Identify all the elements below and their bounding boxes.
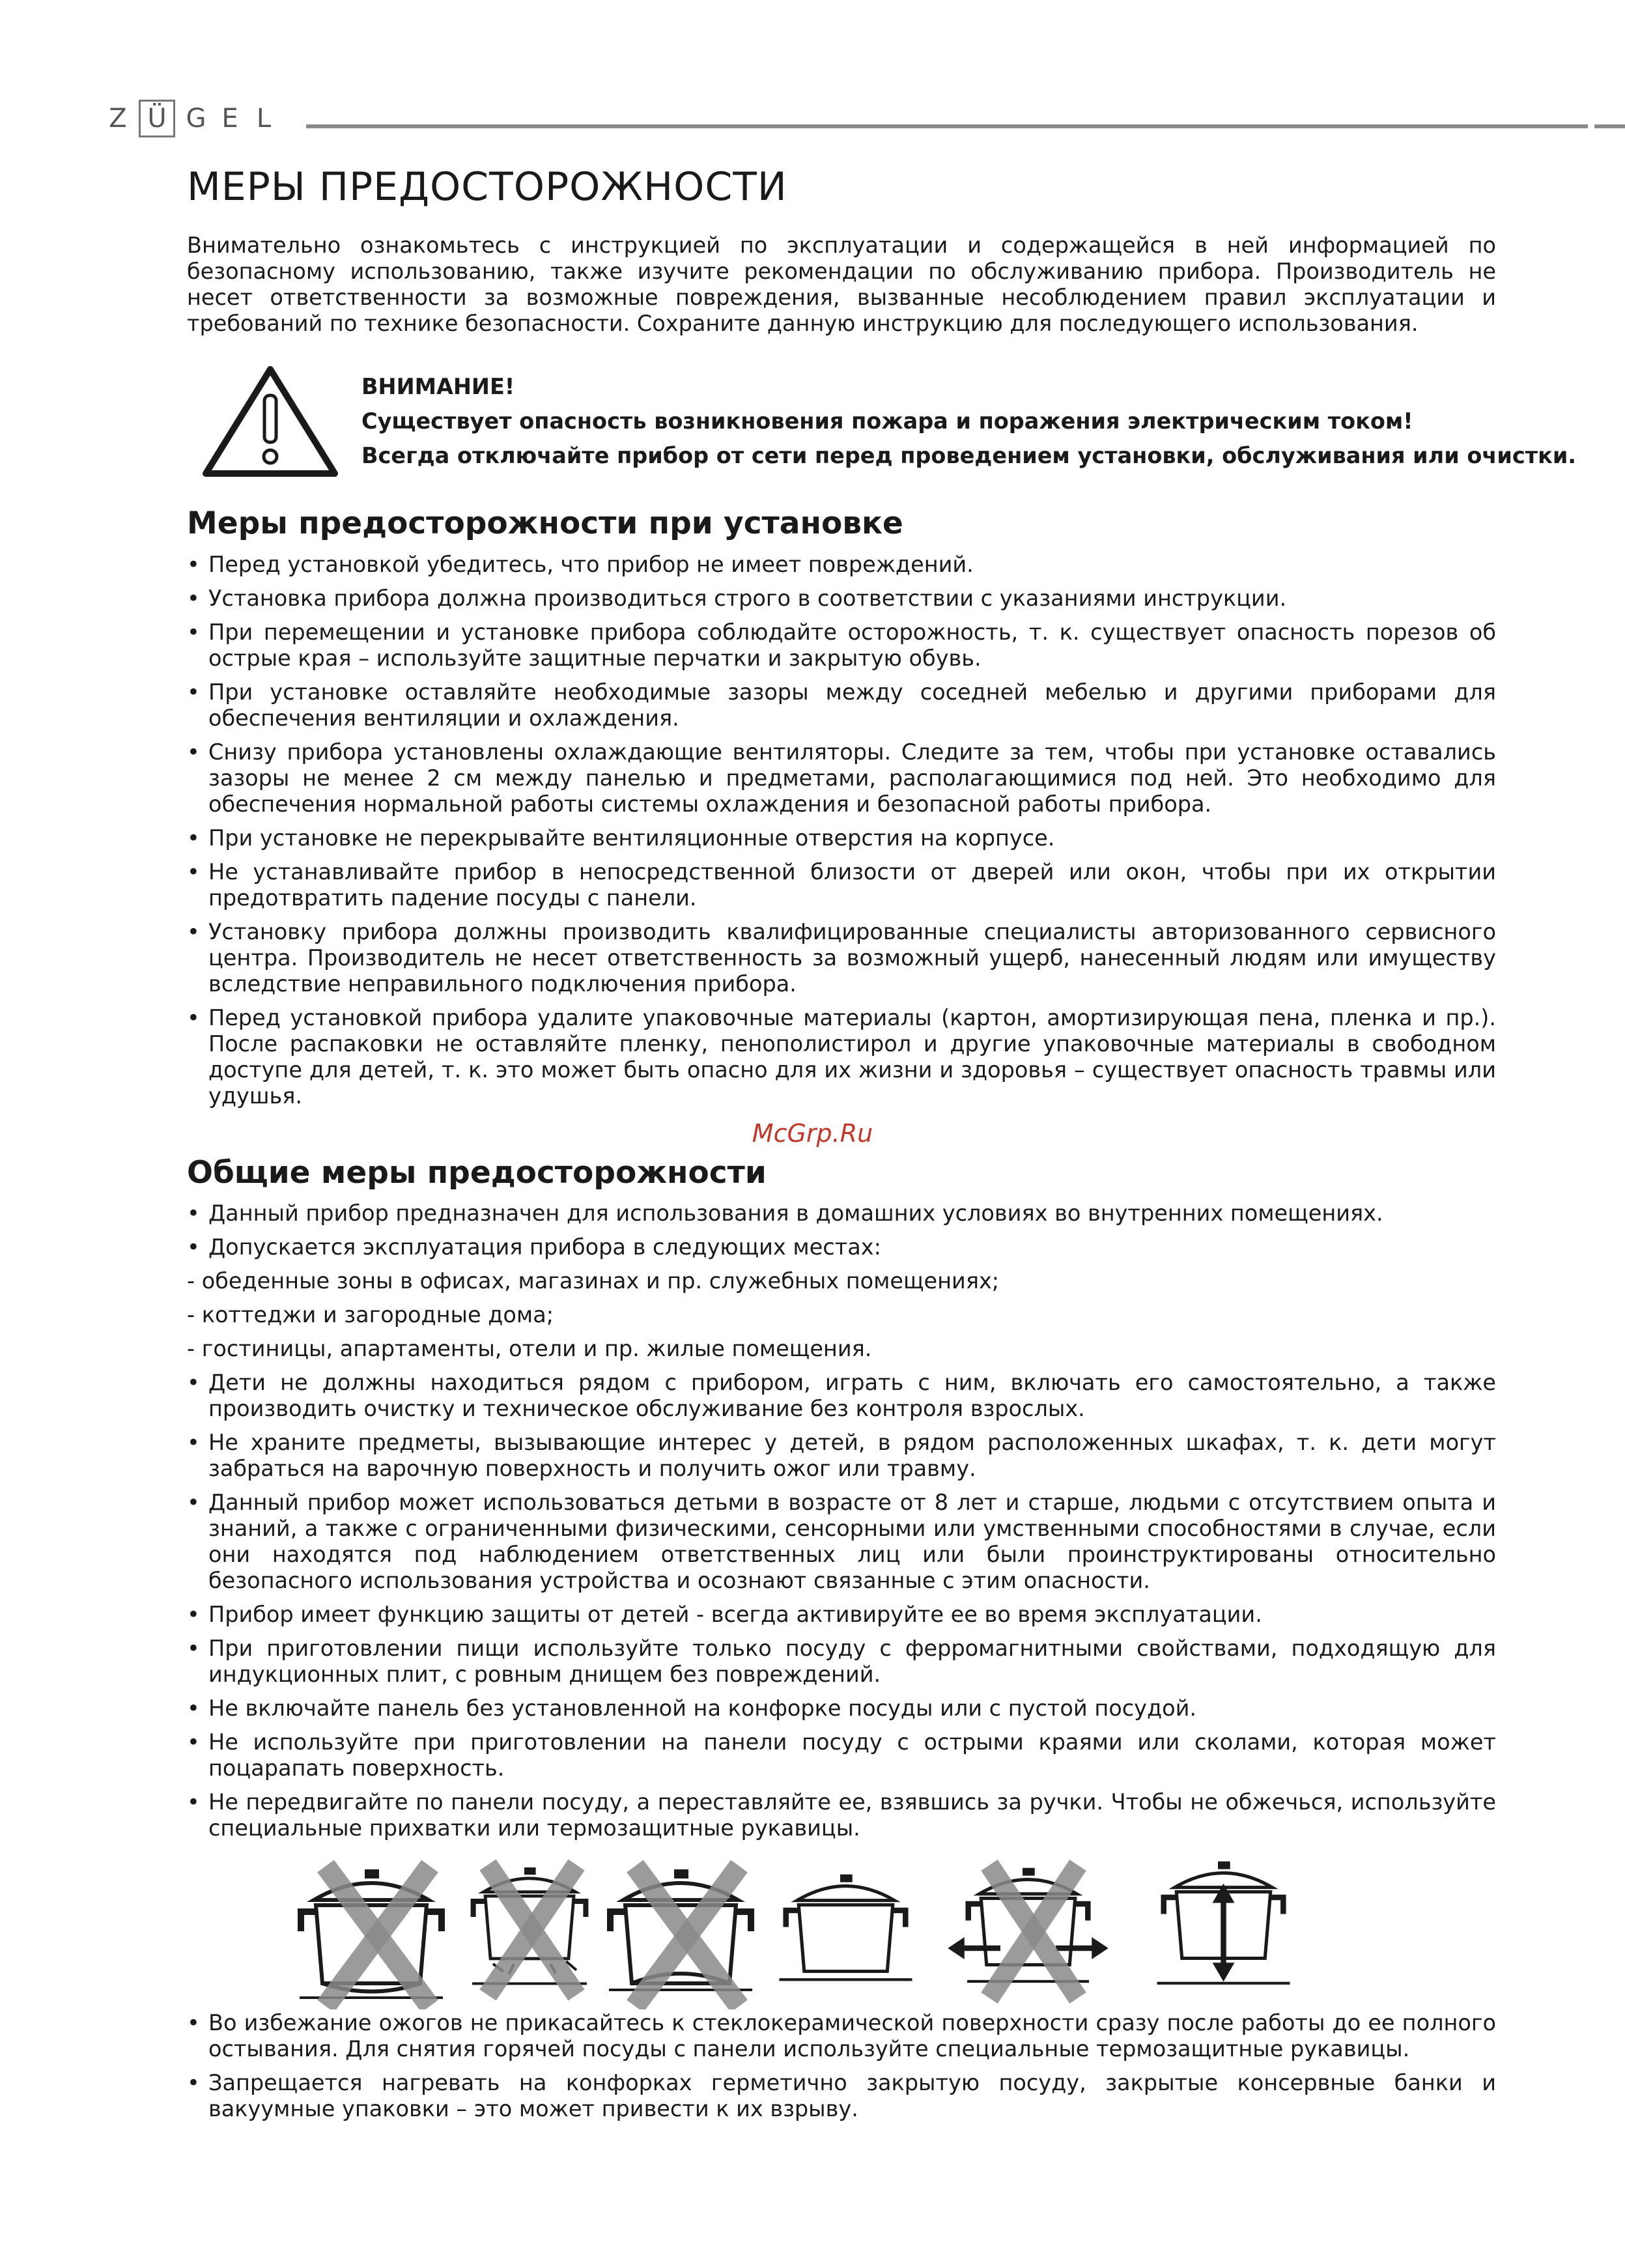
general-list	[187, 1200, 1496, 1849]
list-item: • Установку прибора должны производить квалифицированные специалисты авторизованного сервисного центра. Производитель не несет ответственность за возможный ущерб, нанесенный людям или имуществу вследствие неправильного подключения прибора.	[187, 919, 1496, 997]
logo-letter-boxed: Ü	[139, 100, 175, 137]
list-item: • Дети не должны находиться рядом с прибором, играть с ним, включать его самостоятельно, а также производить очистку и техническое обслуживание без контроля взрослых.	[187, 1370, 1496, 1422]
list-item: • Во избежание ожогов не прикасайтесь к стеклокерамической поверхности сразу после работы до ее полного остывания. Для снятия горячей посуды с панели используйте специальные термозащитные рукавицы.	[187, 2010, 1496, 2062]
pot-flat-bottom-icon	[780, 1875, 912, 1980]
brand-logo	[101, 99, 281, 138]
list-item: • При перемещении и установке прибора соблюдайте осторожность, т. к. существует опасность порезов об острые края – используйте защитные перчатки и закрытую обувь.	[187, 619, 1496, 672]
logo-letter: Z	[109, 104, 127, 134]
watermark-link[interactable]: McGrp.Ru	[752, 1119, 873, 1148]
warning-box	[361, 369, 1577, 473]
warning-line: Существует опасность возникновения пожара и поражения электрическим током!	[361, 408, 1413, 434]
list-item: • Запрещается нагревать на конфорках герметично закрытую посуду, закрытые консервные банки и вакуумные упаковки – это может привести к их взрыву.	[187, 2070, 1496, 2122]
section-heading-general: Общие меры предосторожности	[187, 1155, 767, 1191]
final-list	[187, 2010, 1496, 2130]
pot-concave-bottom-icon	[609, 1866, 752, 2006]
list-subitem: - гостиницы, апартаменты, отели и пр. жилые помещения.	[187, 1336, 872, 1361]
pot-lifting-icon	[1157, 1862, 1290, 1983]
list-item: • Снизу прибора установлены охлаждающие вентиляторы. Следите за тем, чтобы при установке оставались зазоры не менее 2 см между панелью и предметами, располагающимися под ней. Это необходимо для обеспечения нормальной работы системы охлаждения и безопасной работы прибора.	[187, 739, 1496, 817]
list-item: • Не устанавливайте прибор в непосредственной близости от дверей или окон, чтобы при их открытии предотвратить падение посуды с панели.	[187, 859, 1496, 911]
list-item: • Данный прибор предназначен для использования в домашних условиях во внутренних помещениях.	[187, 1200, 1496, 1226]
list-item: • Прибор имеет функцию защиты от детей - всегда активируйте ее во время эксплуатации.	[187, 1602, 1496, 1628]
section-heading-installation: Меры предосторожности при установке	[187, 505, 903, 541]
page-title: МЕРЫ ПРЕДОСТОРОЖНОСТИ	[187, 164, 787, 210]
list-item: • Перед установкой прибора удалите упаковочные материалы (картон, амортизирующая пена, пленка и пр.). После распаковки не оставляйте пленку, пенополистирол и другие упаковочные материалы в свободном доступе для детей, т. к. это может быть опасно для их жизни и здоровья – существует опасность травмы или удушья.	[187, 1005, 1496, 1109]
list-item: • Не включайте панель без установленной на конфорке посуды или с пустой посудой.	[187, 1695, 1496, 1722]
installation-list	[187, 552, 1496, 1117]
list-item: • Не храните предметы, вызывающие интерес у детей, в рядом расположенных шкафах, т. к. дети могут забраться на варочную поверхность и получить ожог или травму.	[187, 1430, 1496, 1482]
logo-letter: E	[221, 104, 238, 134]
list-item: • При установке оставляйте необходимые зазоры между соседней мебелью и другими приборами для обеспечения вентиляции и охлаждения.	[187, 679, 1496, 731]
list-item: • Допускается эксплуатация прибора в следующих местах:	[187, 1234, 1496, 1260]
list-item: • Установка прибора должна производиться строго в соответствии с указаниями инструкции.	[187, 586, 1496, 612]
list-item: • При приготовлении пищи используйте только посуду с ферромагнитными свойствами, подходящую для индукционных плит, с ровным днищем без повреждений.	[187, 1636, 1496, 1688]
list-subitem: - обеденные зоны в офисах, магазинах и пр. служебных помещениях;	[187, 1268, 1000, 1294]
header-rule	[306, 124, 1588, 128]
warning-line: Всегда отключайте прибор от сети перед проведением установки, обслуживания или очистки.	[361, 443, 1577, 468]
warning-title: ВНИМАНИЕ!	[361, 374, 515, 399]
list-item: • При установке не перекрывайте вентиляционные отверстия на корпусе.	[187, 825, 1496, 851]
pot-bulging-bottom-icon	[300, 1866, 443, 2006]
header-rule-end	[1594, 124, 1625, 128]
pot-sliding-icon	[948, 1865, 1109, 1998]
list-item: • Не передвигайте по панели посуду, а переставляйте ее, взявшись за ручки. Чтобы не обжечься, используйте специальные прихватки или термозащитные рукавицы.	[187, 1789, 1496, 1841]
logo-letter: G	[186, 104, 206, 134]
list-subitem: - коттеджи и загородные дома;	[187, 1302, 554, 1327]
pot-cracked-bottom-icon	[472, 1865, 587, 1995]
list-item: • Данный прибор может использоваться детьми в возрасте от 8 лет и старше, людьми с отсутствием опыта и знаний, а также с ограниченными физическими, сенсорными или умственными способностями в случае, если они находятся под наблюдением ответственных лиц или были проинструктированы относительно безопасного использования устройства и осознают связанные с этим опасности.	[187, 1490, 1496, 1594]
warning-triangle-icon	[199, 363, 341, 480]
list-item: • Не используйте при приготовлении на панели посуду с острыми краями или сколами, которая может поцарапать поверхность.	[187, 1729, 1496, 1781]
list-item: • Перед установкой убедитесь, что прибор не имеет повреждений.	[187, 552, 1496, 578]
intro-paragraph: Внимательно ознакомьтесь с инструкцией по эксплуатации и содержащейся в ней информацией по безопасному использованию, также изучите рекомендации по обслуживанию прибора. Производитель не несет ответственности за возможные повреждения, вызванные несоблюдением правил эксплуатации и требований по технике безопасности. Сохраните данную инструкцию для последующего использования.	[187, 233, 1496, 336]
pot-illustrations	[293, 1853, 1335, 2009]
logo-letter: L	[256, 104, 272, 134]
